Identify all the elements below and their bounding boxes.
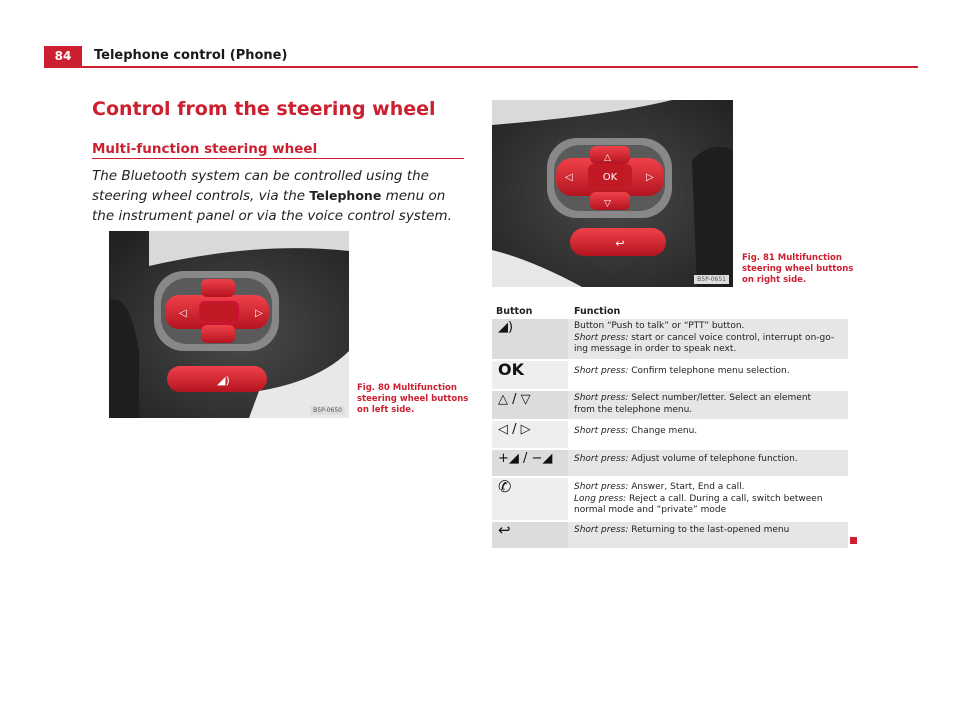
subsection-rule xyxy=(92,158,464,159)
steering-wheel-right-illustration xyxy=(492,100,733,287)
svg-text:▷: ▷ xyxy=(646,172,654,183)
table-row xyxy=(492,319,848,359)
up-down-arrows-icon: △ / ▽ xyxy=(498,392,531,407)
return-arrow-icon: ↩ xyxy=(498,521,511,539)
svg-text:△: △ xyxy=(604,153,611,163)
figure-80-image xyxy=(109,231,349,418)
page-number: 84 xyxy=(54,49,72,63)
steering-wheel-left-illustration xyxy=(109,231,349,418)
table-row: ✆ Short press: Answer, Start, End a call. Long press: Reject a call. During a call, switch between normal mode and “private” mode xyxy=(492,478,848,520)
table-header xyxy=(492,304,848,318)
left-right-arrows-icon: ◁ / ▷ xyxy=(498,422,531,437)
header-rule xyxy=(82,66,918,68)
svg-text:↩: ↩ xyxy=(615,237,625,250)
table-row: +◢ / −◢ Short press: Adjust volume of telephone function. xyxy=(492,450,848,476)
svg-text:▷: ▷ xyxy=(255,308,263,319)
figure-80-caption: Fig. 80 Multifunction steering wheel buttons on left side. xyxy=(357,383,469,415)
svg-text:◢): ◢) xyxy=(217,374,230,387)
figure-81-code: B5P-0651 xyxy=(694,275,729,284)
svg-text:◁: ◁ xyxy=(179,308,187,319)
header-title: Telephone control (Phone) xyxy=(94,48,288,63)
row-function: Button “Push to talk” or “PTT” button. Short press: start or cancel voice control, interrupt on-go- ing message in order to speak next. xyxy=(574,321,835,354)
col-button-header: Button xyxy=(496,306,533,317)
section-end-marker xyxy=(850,537,857,544)
col-function-header: Function xyxy=(574,306,621,317)
intro-paragraph: The Bluetooth system can be controlled using the steering wheel controls, via the Telephone menu on the instrument panel or via the voice control system. xyxy=(92,168,452,224)
table-row: △ / ▽ Short press: Select number/letter. Select an element from the telephone menu. xyxy=(492,391,848,419)
table-row: ↩ Short press: Returning to the last-opened menu xyxy=(492,522,848,548)
volume-icon: +◢ / −◢ xyxy=(498,451,553,466)
phone-handset-icon: ✆ xyxy=(498,477,512,496)
table-row: OK Short press: Confirm telephone menu selection. xyxy=(492,361,848,389)
fig81-ok-text: OK xyxy=(602,172,618,183)
push-to-talk-icon: ◢) xyxy=(498,320,514,335)
section-heading: Control from the steering wheel xyxy=(92,98,436,120)
ok-icon: OK xyxy=(498,360,524,379)
table-row: ◁ / ▷ Short press: Change menu. xyxy=(492,421,848,448)
svg-text:▽: ▽ xyxy=(604,199,611,209)
subsection-heading: Multi-function steering wheel xyxy=(92,141,318,157)
figure-81-caption: Fig. 81 Multifunction steering wheel buttons on right side. xyxy=(742,253,854,285)
figure-81-image xyxy=(492,100,733,287)
figure-80-code: B5P-0650 xyxy=(310,406,345,415)
svg-text:◁: ◁ xyxy=(565,172,573,183)
